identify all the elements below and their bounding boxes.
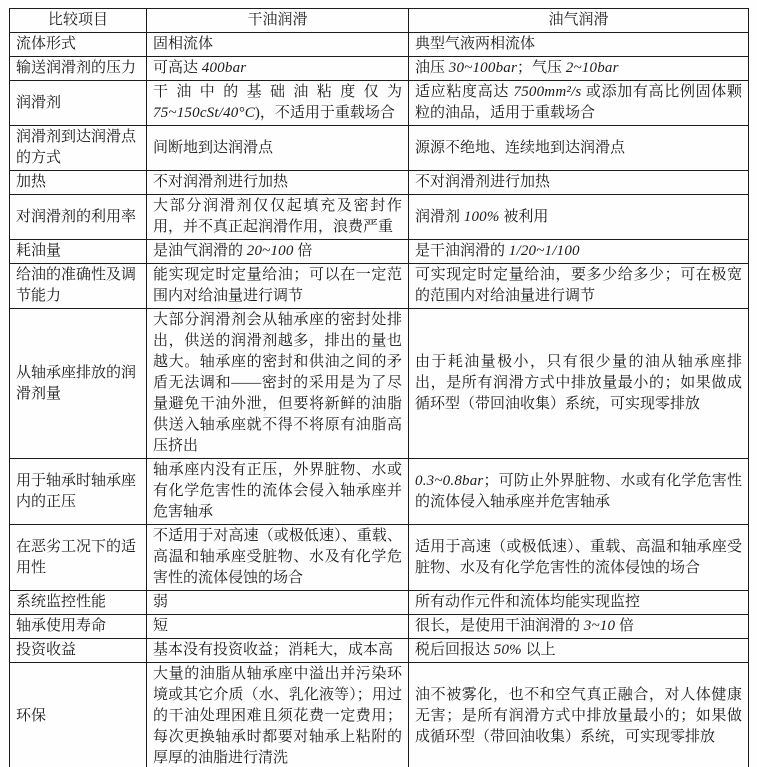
row-label-cell: 在恶劣工况下的适用性 — [10, 525, 147, 591]
row-label-cell: 系统监控性能 — [10, 591, 147, 615]
oil-air-value-cell: 是干油润滑的 1/20~1/100 — [409, 240, 749, 264]
dry-oil-value-cell: 大部分润滑剂仅仅起填充及密封作用，并不真正起润滑作用，浪费严重 — [147, 195, 409, 240]
dry-oil-value-cell: 间断地到达润滑点 — [147, 126, 409, 171]
table-row — [10, 171, 749, 195]
row-label-cell: 用于轴承时轴承座内的正压 — [10, 459, 147, 525]
oil-air-value-cell: 可实现定时定量给油，要多少给多少；可在极宽的范围内对给油量进行调节 — [409, 264, 749, 309]
dry-oil-value-cell: 轴承座内没有正压，外界脏物、水或有化学危害性的流体会侵入轴承座并危害轴承 — [147, 459, 409, 525]
table-row — [10, 240, 749, 264]
dry-oil-value-cell: 干油中的基础油粘度仅为 75~150cSt/40°C)，不适用于重载场合 — [147, 81, 409, 126]
oil-air-value-cell: 典型气液两相流体 — [409, 33, 749, 57]
table-row — [10, 591, 749, 615]
table-row — [10, 81, 749, 126]
dry-oil-value-cell: 大量的油脂从轴承座中溢出并污染环境或其它介质（水、乳化液等）；用过的干油处理困难且须花费一定费用；每次更换轴承时都要对轴承上粘附的厚厚的油脂进行清洗 — [147, 663, 409, 767]
header-dry-oil-lubrication: 干油润滑 — [147, 9, 409, 33]
table-row — [10, 126, 749, 171]
table-row — [10, 615, 749, 639]
dry-oil-value-cell: 能实现定时定量给油；可以在一定范围内对给油量进行调节 — [147, 264, 409, 309]
oil-air-value-cell: 油压 30~100bar；气压 2~10bar — [409, 57, 749, 81]
table-row — [10, 264, 749, 309]
row-label-cell: 输送润滑剂的压力 — [10, 57, 147, 81]
oil-air-value-cell: 油不被雾化，也不和空气真正融合，对人体健康无害；是所有润滑方式中排放量最小的；如果做成循环型（带回油收集）系统，可实现零排放 — [409, 663, 749, 767]
oil-air-value-cell: 适用于高速（或极低速）、重载、高温和轴承座受脏物、水及有化学危害性的流体侵蚀的场合 — [409, 525, 749, 591]
row-label-cell: 润滑剂 — [10, 81, 147, 126]
table-row — [10, 33, 749, 57]
row-label-cell: 投资收益 — [10, 639, 147, 663]
header-oil-air-lubrication: 油气润滑 — [409, 9, 749, 33]
row-label-cell: 对润滑剂的利用率 — [10, 195, 147, 240]
row-label-cell: 耗油量 — [10, 240, 147, 264]
dry-oil-value-cell: 可高达 400bar — [147, 57, 409, 81]
table-row — [10, 309, 749, 459]
table-row — [10, 639, 749, 663]
row-label-cell: 轴承使用寿命 — [10, 615, 147, 639]
oil-air-value-cell: 0.3~0.8bar；可防止外界脏物、水或有化学危害性的流体侵入轴承座并危害轴承 — [409, 459, 749, 525]
row-label-cell: 给油的准确性及调节能力 — [10, 264, 147, 309]
oil-air-value-cell: 不对润滑剂进行加热 — [409, 171, 749, 195]
dry-oil-value-cell: 不对润滑剂进行加热 — [147, 171, 409, 195]
oil-air-value-cell: 源源不绝地、连续地到达润滑点 — [409, 126, 749, 171]
row-label-cell: 润滑剂到达润滑点的方式 — [10, 126, 147, 171]
dry-oil-value-cell: 固相流体 — [147, 33, 409, 57]
dry-oil-value-cell: 大部分润滑剂会从轴承座的密封处排出，供送的润滑剂越多，排出的量也越大。轴承座的密封和供油之间的矛盾无法调和——密封的采用是为了尽量避免干油外泄，但要将新鲜的油脂供送入轴承座就不得不将原有油脂高压挤出 — [147, 309, 409, 459]
table-row — [10, 459, 749, 525]
dry-oil-value-cell: 基本没有投资收益；消耗大，成本高 — [147, 639, 409, 663]
table-row — [10, 525, 749, 591]
comparison-table-body — [10, 33, 749, 767]
lubrication-comparison-table — [9, 8, 749, 767]
row-label-cell: 从轴承座排放的润滑剂量 — [10, 309, 147, 459]
table-row — [10, 195, 749, 240]
dry-oil-value-cell: 短 — [147, 615, 409, 639]
table-header-row — [10, 9, 749, 33]
dry-oil-value-cell: 不适用于对高速（或极低速）、重载、高温和轴承座受脏物、水及有化学危害性的流体侵蚀的场合 — [147, 525, 409, 591]
row-label-cell: 环保 — [10, 663, 147, 767]
dry-oil-value-cell: 弱 — [147, 591, 409, 615]
header-comparison-item: 比较项目 — [10, 9, 147, 33]
oil-air-value-cell: 润滑剂 100% 被利用 — [409, 195, 749, 240]
dry-oil-value-cell: 是油气润滑的 20~100 倍 — [147, 240, 409, 264]
oil-air-value-cell: 很长，是使用干油润滑的 3~10 倍 — [409, 615, 749, 639]
table-row — [10, 57, 749, 81]
table-row — [10, 663, 749, 767]
row-label-cell: 流体形式 — [10, 33, 147, 57]
oil-air-value-cell: 所有动作元件和流体均能实现监控 — [409, 591, 749, 615]
row-label-cell: 加热 — [10, 171, 147, 195]
oil-air-value-cell: 税后回报达 50% 以上 — [409, 639, 749, 663]
oil-air-value-cell: 适应粘度高达 7500mm²/s 或添加有高比例固体颗粒的油品，适用于重载场合 — [409, 81, 749, 126]
oil-air-value-cell: 由于耗油量极小，只有很少量的油从轴承座排出，是所有润滑方式中排放量最小的；如果做成循环型（带回油收集）系统，可实现零排放 — [409, 309, 749, 459]
